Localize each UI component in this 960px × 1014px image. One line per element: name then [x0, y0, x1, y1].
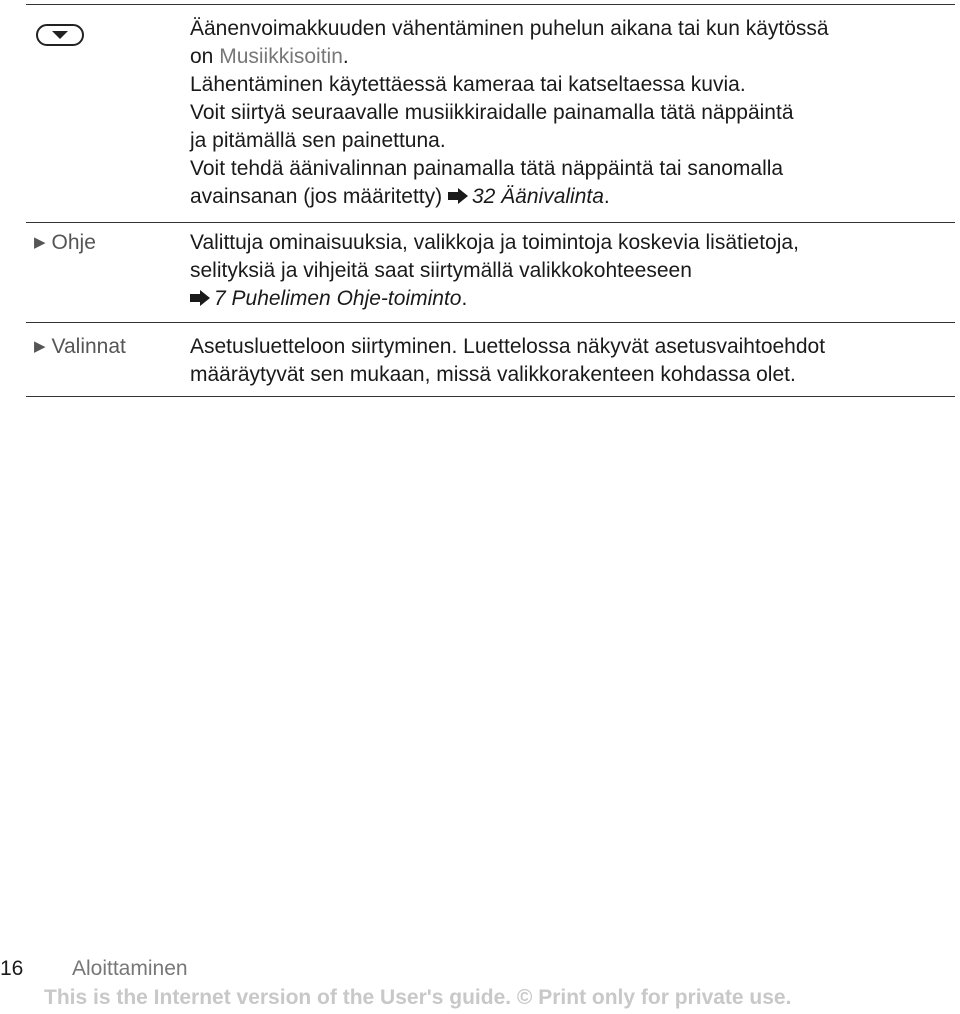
description-line	[190, 285, 960, 313]
description-line: Voit siirtyä seuraavalle musiikkiraidalle painamalla tätä näppäintä	[190, 101, 794, 124]
page-number: 16	[0, 957, 24, 980]
triangle-right-icon: ▶	[34, 338, 46, 355]
cross-reference-arrow-icon	[190, 290, 210, 306]
key-description	[190, 229, 960, 313]
triangle-right-icon: ▶	[34, 234, 46, 251]
table-row-divider	[26, 322, 955, 323]
triangle-down-icon	[51, 30, 69, 40]
description-line: Äänenvoimakkuuden vähentäminen puhelun aikana tai kun käytössä	[190, 17, 829, 40]
text-fragment: on	[190, 45, 220, 68]
key-label-cell	[34, 333, 126, 361]
description-line: Valittuja ominaisuuksia, valikkoja ja toimintoja koskevia lisätietoja,	[190, 231, 799, 254]
description-line: Voit tehdä äänivalinnan painamalla tätä näppäintä tai sanomalla	[190, 157, 784, 180]
menu-reference: Musiikkisoitin	[219, 45, 343, 68]
key-description	[190, 333, 960, 389]
cross-reference: 7 Puhelimen Ohje-toiminto	[214, 287, 462, 310]
table-row-divider	[26, 222, 955, 223]
description-line: Asetusluetteloon siirtyminen. Luettelossa näkyvät asetusvaihtoehdot	[190, 335, 826, 358]
internet-version-notice: This is the Internet version of the User's guide. © Print only for private use.	[44, 986, 792, 1009]
text-fragment: .	[603, 185, 610, 208]
description-line: ja pitämällä sen painettuna.	[190, 129, 446, 152]
description-line	[190, 43, 960, 71]
table-top-rule	[26, 4, 955, 5]
description-line	[190, 183, 960, 211]
text-fragment: .	[461, 287, 468, 310]
description-line: selityksiä ja vihjeitä saat siirtymällä valikkokohteeseen	[190, 259, 692, 282]
text-fragment: avainsanan (jos määritetty)	[190, 185, 443, 208]
table-bottom-rule	[26, 396, 955, 397]
key-label-cell	[34, 229, 96, 257]
navigation-key-down-icon	[36, 24, 84, 46]
description-line: Lähentäminen käytettäessä kameraa tai katseltaessa kuvia.	[190, 73, 746, 96]
text-fragment: .	[342, 45, 349, 68]
cross-reference-arrow-icon	[448, 188, 468, 204]
cross-reference: 32 Äänivalinta	[471, 185, 604, 208]
key-label: Valinnat	[51, 335, 126, 358]
section-title: Aloittaminen	[72, 957, 188, 980]
description-line: määräytyvät sen mukaan, missä valikkorakenteen kohdassa olet.	[190, 363, 796, 386]
key-label: Ohje	[51, 231, 96, 254]
key-description	[190, 15, 960, 211]
